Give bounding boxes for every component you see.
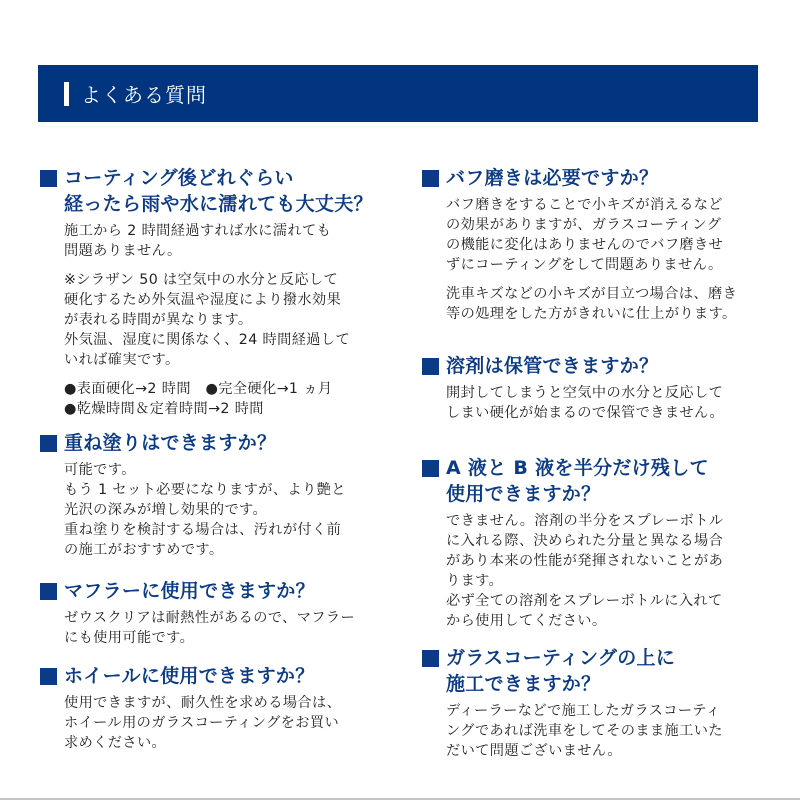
square-bullet-icon [422,460,439,477]
faq-question: ホイールに使用できますか？ [40,663,400,689]
square-bullet-icon [40,583,57,600]
square-bullet-icon [40,435,57,452]
square-bullet-icon [40,170,57,187]
faq-answer: できません。溶剤の半分をスプレーボトル に入れる際、決められた分量と異なる場合 があり本来の性能が発揮されないことがあ ります。 必ず全ての溶剤をスプレーボトルに入れて から使用してください。 [446,513,724,629]
faq-question: 溶剤は保管できますか？ [422,353,782,379]
faq-answer: バフ磨きをすることで小キズが消えるなど の効果がありますが、ガラスコーティング の機能に変化はありませんのでバフ磨きせ ずにコーティングをして問題ありません。 洗車キズなどの小キズが目立つ場合は、磨き 等の処理をした方がきれいに仕上がります。 [446,197,738,322]
square-bullet-icon [422,170,439,187]
faq-item-recoat [40,430,400,560]
faq-answer: 可能です。 もう 1 セット必要になりますが、より艶と 光沢の深みが増し効果的です。 重ね塗りを検討する場合は、汚れが付く前 の施工がおすすめです。 [64,462,346,558]
faq-answer: 開封してしまうと空気中の水分と反応して しまい硬化が始まるので保管できません。 [446,385,725,421]
faq-item-cure-time [40,165,400,419]
faq-question: A 液と B 液を半分だけ残して 使用できますか？ [422,455,782,507]
faq-item-storage [422,353,782,423]
faq-answer: ゼウスクリアは耐熱性があるので、マフラー にも使用可能です。 [64,610,356,646]
square-bullet-icon [422,650,439,667]
faq-header-bar [38,65,758,122]
faq-answer: 施工から 2 時間経過すれば水に濡れても 問題ありません。 ※シラザン 50 は空気中の水分と反応して 硬化するため外気温や湿度により撥水効果 が表れる時間が異なります。 外気温、湿度に関係なく、24 時間経過して いれば確実です。 ●表面硬化→2 時間 ●完全硬化→1 ヵ月 ●乾燥時間＆定着時間→2 時間 [64,223,351,417]
header-accent-bar [64,82,69,106]
faq-item-wheel [40,663,400,753]
faq-question: ガラスコーティングの上に 施工できますか？ [422,645,782,697]
faq-question: コーティング後どれぐらい 経ったら雨や水に濡れても大丈夫？ [40,165,400,217]
square-bullet-icon [422,358,439,375]
faq-item-muffler [40,578,400,648]
faq-answer: ディーラーなどで施工したガラスコーティ ングであれば洗車をしてそのまま施工いた だいて問題ございません。 [446,703,723,759]
page-title: よくある質問 [81,83,207,107]
faq-question: バフ磨きは必要ですか？ [422,165,782,191]
faq-answer: 使用できますが、耐久性を求める場合は、 ホイール用のガラスコーティングをお買い 求めください。 [64,695,342,751]
faq-item-over-existing-coating [422,645,782,761]
faq-question: マフラーに使用できますか？ [40,578,400,604]
faq-question: 重ね塗りはできますか？ [40,430,400,456]
faq-item-buffing [422,165,782,324]
faq-item-half-use [422,455,782,631]
square-bullet-icon [40,668,57,685]
